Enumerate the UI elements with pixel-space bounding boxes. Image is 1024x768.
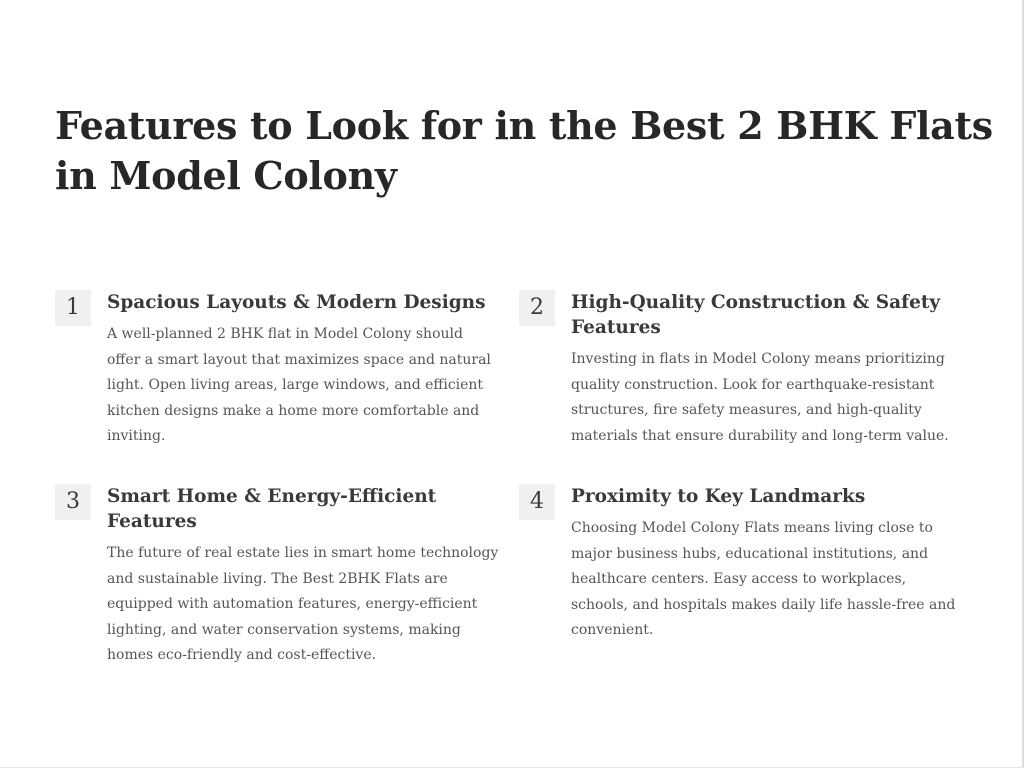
feature-title: Proximity to Key Landmarks	[571, 486, 866, 507]
feature-title: Smart Home & Energy-Efficient Features	[107, 486, 437, 532]
feature-title: High-Quality Construction & Safety Features	[571, 292, 941, 338]
feature-number-badge: 3	[55, 484, 91, 520]
feature-number-badge: 4	[519, 484, 555, 520]
feature-description: The future of real estate lies in smart home technology and sustainable living. The Best 2BHK Flats are equipped with automation features, energy-efficient lighting, and water conservation systems, making homes eco-friendly and cost-effective.	[107, 545, 499, 663]
feature-description: Investing in flats in Model Colony means prioritizing quality construction. Look for earthquake-resistant structures, fire safety measures, and high-quality materials that ensure durability and long-term value.	[571, 351, 949, 444]
feature-number-badge: 1	[55, 290, 91, 326]
feature-body	[107, 484, 500, 669]
feature-body	[107, 290, 500, 450]
feature-number-badge: 2	[519, 290, 555, 326]
feature-title: Spacious Layouts & Modern Designs	[107, 292, 486, 313]
feature-body	[571, 290, 964, 449]
feature-body	[571, 484, 964, 644]
feature-description: A well-planned 2 BHK flat in Model Colony should offer a smart layout that maximizes space and natural light. Open living areas, large windows, and efficient kitchen designs make a home more comfortable and inviting.	[107, 326, 491, 444]
page-title: Features to Look for in the Best 2 BHK Flats in Model Colony	[55, 103, 993, 198]
feature-description: Choosing Model Colony Flats means living close to major business hubs, educational institutions, and healthcare centers. Easy access to workplaces, schools, and hospitals makes daily life hassle-free and convenient.	[571, 520, 956, 638]
